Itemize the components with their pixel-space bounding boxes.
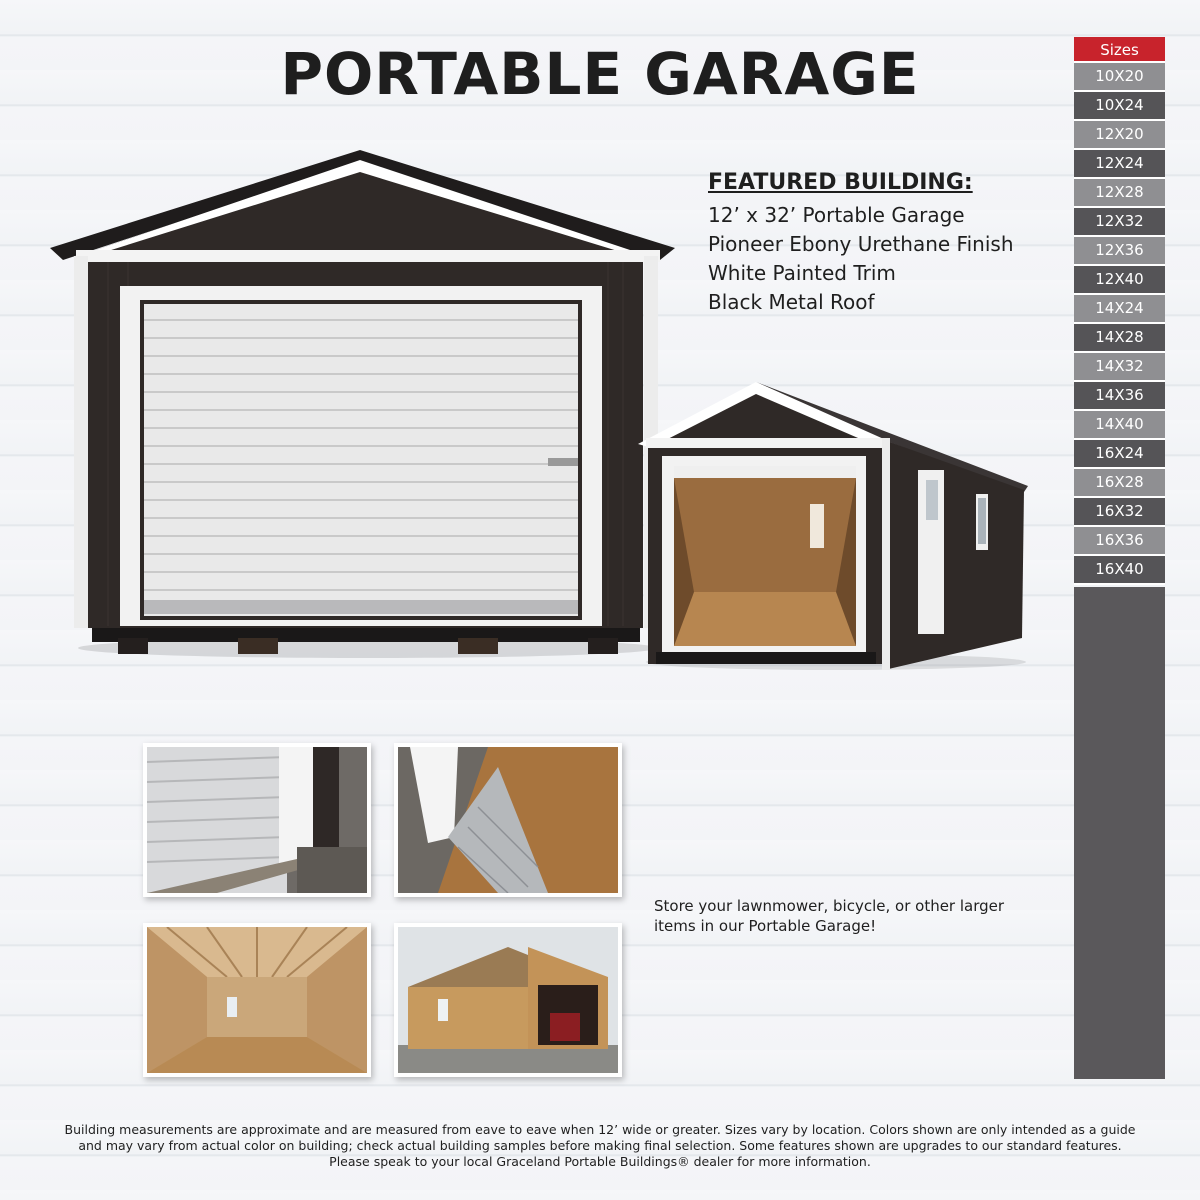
garage-front-photo	[48, 148, 678, 660]
featured-size: 12’ x 32’ Portable Garage	[708, 203, 965, 227]
disclaimer-line: and may vary from actual color on building; check actual building samples before making final selection. Some features shown are upgrades to our standard features.	[78, 1138, 1122, 1153]
detail-photo-interior	[143, 923, 371, 1077]
storage-caption	[654, 896, 1004, 936]
size-item[interactable]: 10X20	[1074, 63, 1165, 92]
size-item[interactable]: 12X32	[1074, 208, 1165, 237]
caption-line: Store your lawnmower, bicycle, or other larger	[654, 897, 1005, 915]
page-title: PORTABLE GARAGE	[280, 40, 920, 108]
featured-roof: Black Metal Roof	[708, 290, 875, 314]
size-item[interactable]: 12X24	[1074, 150, 1165, 179]
size-item[interactable]: 12X20	[1074, 121, 1165, 150]
size-item[interactable]: 16X32	[1074, 498, 1165, 527]
disclaimer-line: Building measurements are approximate and are measured from eave to eave when 12’ wide or greater. Sizes vary by location. Colors shown are only intended as a guide	[64, 1122, 1136, 1137]
caption-line: items in our Portable Garage!	[654, 917, 877, 935]
size-item[interactable]: 16X40	[1074, 556, 1165, 585]
size-item[interactable]: 12X36	[1074, 237, 1165, 266]
featured-heading: FEATURED BUILDING:	[708, 170, 973, 195]
size-item[interactable]: 16X28	[1074, 469, 1165, 498]
size-item[interactable]: 16X24	[1074, 440, 1165, 469]
garage-side-photo	[636, 380, 1030, 672]
disclaimer-line: Please speak to your local Graceland Portable Buildings® dealer for more information.	[329, 1154, 871, 1169]
size-item[interactable]: 12X40	[1074, 266, 1165, 295]
featured-finish: Pioneer Ebony Urethane Finish	[708, 232, 1014, 256]
sizes-header: Sizes	[1074, 37, 1165, 63]
size-item[interactable]: 10X24	[1074, 92, 1165, 121]
size-item[interactable]: 14X40	[1074, 411, 1165, 440]
size-item[interactable]: 16X36	[1074, 527, 1165, 556]
detail-photo-exterior	[394, 923, 622, 1077]
featured-building-info	[708, 170, 1014, 317]
detail-photo-threshold	[394, 743, 622, 897]
size-item[interactable]: 14X32	[1074, 353, 1165, 382]
disclaimer-footer	[20, 1122, 1180, 1170]
size-item[interactable]: 14X24	[1074, 295, 1165, 324]
size-item[interactable]: 12X28	[1074, 179, 1165, 208]
detail-photo-door-track	[143, 743, 371, 897]
featured-trim: White Painted Trim	[708, 261, 896, 285]
sizes-list	[1074, 37, 1165, 1079]
size-item[interactable]: 14X28	[1074, 324, 1165, 353]
size-item[interactable]: 14X36	[1074, 382, 1165, 411]
sizes-filler-bar	[1074, 587, 1165, 1079]
